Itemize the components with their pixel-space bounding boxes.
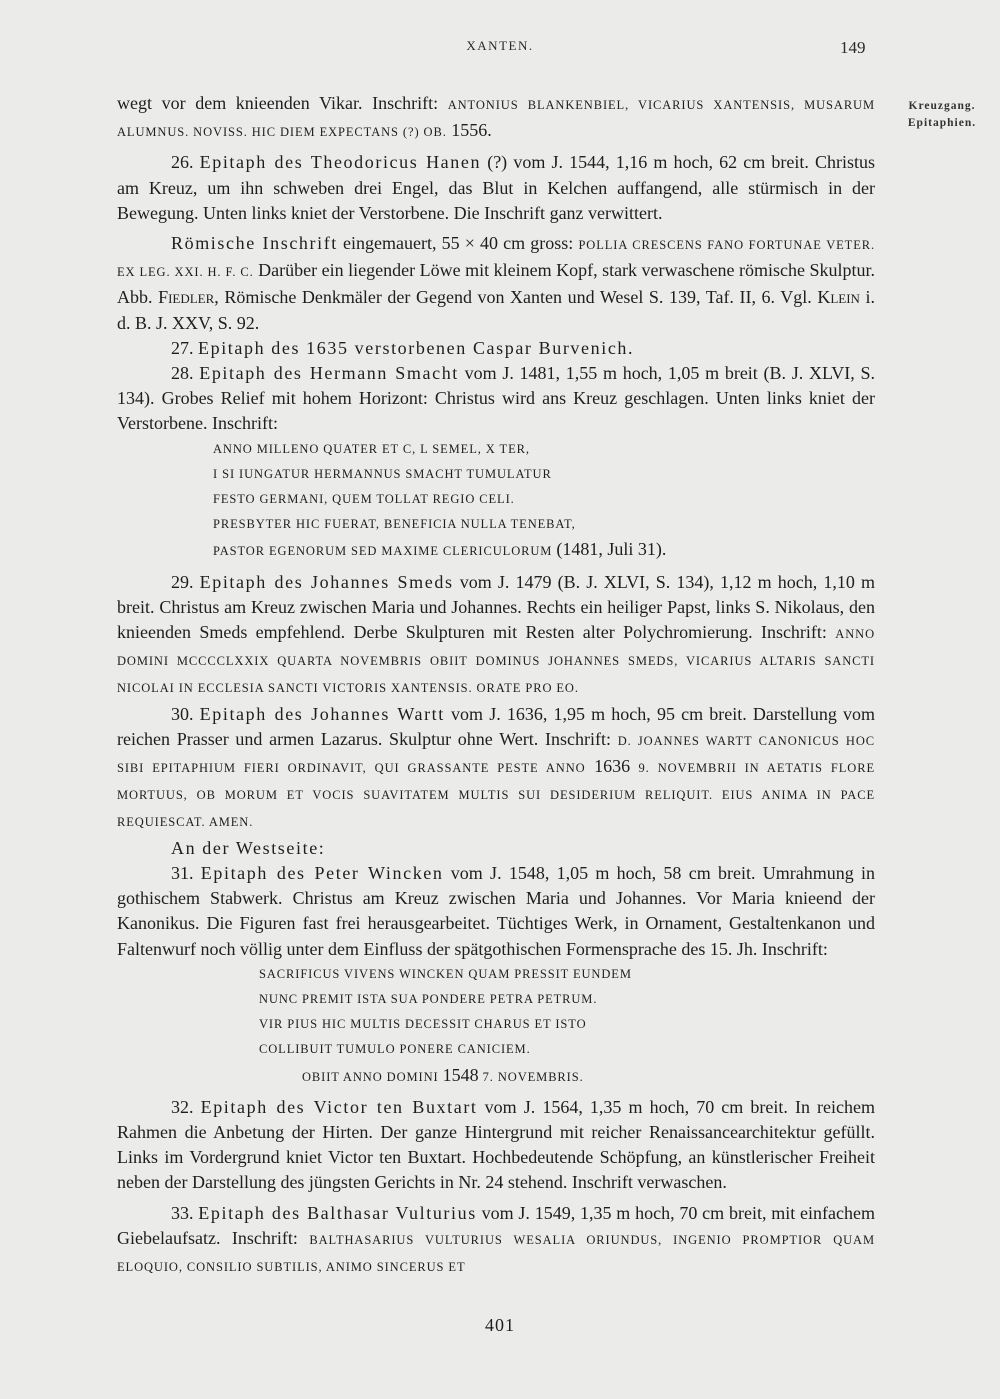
author-fiedler: Fiedler, (158, 287, 219, 308)
verse-line: FESTO GERMANI, QUEM TOLLAT REGIO CELI. (213, 492, 515, 507)
verse-line: SACRIFICUS VIVENS WINCKEN QUAM PRESSIT EUNDEM (259, 966, 632, 981)
entry-32: 32. Epitaph des Victor ten Buxtart vom J. 1564, 1,35 m hoch, 70 cm breit. In reichem Rahmen die Anbetung der Hirten. Der ganze Hintergrund mit reicher Renaissancearchitektur gefüllt. Links im Vordergrund kniet Victor ten Buxtart. Hochbedeutende Schöpfung, an künstlerischer Freiheit neben der Darstellung des jüngsten Gerichts in Nr. 24 stehend. Inschrift verwaschen. (117, 1096, 876, 1193)
entry-title: Epitaph des Hermann Smacht (199, 363, 459, 384)
entry-30: 30. Epitaph des Johannes Wartt vom J. 1636, 1,95 m hoch, 95 cm breit. Darstellung vom reichen Prasser und armen Lazarus. Skulptur ohne Wert. Inschrift: D. JOANNES WARTT CANONICUS HOC SIBI EPITAPHIUM FIERI ORDINAVIT, QUI GRASSANTE PESTE ANNO 1636 9. NOVEMBRII IN AETATIS FLORE MORTUUS, OB MORUM ET VOCIS SUAVITATEM MULTIS SUI DESIDERIUM RELIQUIT. EIUS ANIMA IN PACE REQUIESCAT. AMEN. (117, 703, 876, 830)
inscription-text: BALTHASARIUS VULTURIUS WESALIA ORIUNDUS, INGENIO PROMPTIOR QUAM ELOQUIO, CONSILIO SUBTILIS, ANIMO SINCERUS ET (117, 1232, 875, 1274)
inscription-text: POLLIA CRESCENS FANO FORTUNAE VETER. EX LEG. XXI. H. F. C. (117, 238, 876, 280)
entry-26: 26. Epitaph des Theodoricus Hanen (?) vom J. 1544, 1,16 m hoch, 62 cm breit. Christus am Kreuz, um ihn schweben drei Engel, das Blut in Kelchen auffangend, alle stürmisch in der Bewegung. Unten links kniet der Verstorbene. Die Inschrift ganz verwittert. (117, 152, 876, 223)
running-header-title: XANTEN. (466, 38, 534, 53)
verse-line: COLLIBUIT TUMULO PONERE CANICIEM. (259, 1042, 531, 1057)
entry-title: Römische Inschrift (171, 233, 338, 254)
entry-31: 31. Epitaph des Peter Wincken vom J. 1548, 1,05 m hoch, 58 cm breit. Umrahmung in gothischem Stabwerk. Christus am Kreuz zwischen Maria und Johannes. Vor Maria knieend der Kanonikus. Die Figuren fast frei herausgearbeitet. Tüchtiges Werk, in Ornament, Gestaltenkanon und Faltenwurf noch völlig unter dem Einfluss der spätgothischen Formensprache des 15. Jh. Inschrift: (117, 862, 875, 959)
margin-note-epitaphien: Epitaphien. (907, 117, 977, 129)
body-text (117, 91, 875, 1280)
entry-33: 33. Epitaph des Balthasar Vulturius vom J. 1549, 1,35 m hoch, 70 cm breit, mit einfachem Giebelaufsatz. Inschrift: BALTHASARIUS VULTURIUS WESALIA ORIUNDUS, INGENIO PROMPTIOR QUAM ELOQUIO, CONSILIO SUBTILIS, ANIMO SINCERUS ET (117, 1202, 875, 1274)
entry-roman-inscription: Römische Inschrift eingemauert, 55 × 40 cm gross: POLLIA CRESCENS FANO FORTUNAE VETER. EX LEG. XXI. H. F. C. Darüber ein liegender Löwe mit kleinem Kopf, stark verwaschene römische Skulptur. Abb. Fiedler, Römische Denkmäler der Gegend von Xanten und Wesel S. 139, Taf. II, 6. Vgl. Klein i. d. B. J. XXV, S. 92. (117, 233, 876, 333)
page-number: 149 (840, 38, 866, 57)
entry-title: Epitaph des Victor ten Buxtart (200, 1096, 478, 1117)
verse-line: I SI IUNGATUR HERMANNUS SMACHT TUMULATUR (213, 466, 552, 481)
verse-line: OBIIT ANNO DOMINI 1548 7. NOVEMBRIS. (302, 1064, 584, 1085)
sheet-signature: 401 (485, 1315, 515, 1335)
entry-title: Epitaph des Theodoricus Hanen (199, 152, 482, 173)
inscription-text: ANTONIUS BLANKENBIEL, VICARIUS XANTENSIS, MUSARUM ALUMNUS. NOVISS. HIC DIEM EXPECTANS (?) OB. (117, 98, 876, 140)
author-klein: Klein (817, 287, 860, 308)
margin-note-kreuzgang: Kreuzgang. (908, 100, 976, 112)
entry-title: Epitaph des Peter Wincken (200, 862, 444, 883)
entry-29: 29. Epitaph des Johannes Smeds vom J. 1479 (B. J. XLVI, S. 134), 1,12 m hoch, 1,10 m breit. Christus am Kreuz zwischen Maria und Johannes. Rechts ein heiliger Papst, links S. Nikolaus, den knieenden Smeds empfehlend. Derbe Skulpturen mit Resten alter Polychromierung. Inschrift: ANNO DOMINI MCCCCLXXIX QUARTA NOVEMBRIS OBIIT DOMINUS JOHANNES SMEDS, VICARIUS ALTARIS SANCTI NICOLAI IN ECCLESIA SANCTI VICTORIS XANTENSIS. ORATE PRO EO. (117, 571, 876, 696)
section-west-side: An der Westseite: (171, 837, 326, 858)
margin-note (884, 98, 1000, 132)
inscription-text: 9. NOVEMBRII IN AETATIS FLORE MORTUUS, OB MORUM ET VOCIS SUAVITATEM MULTIS SUI DESIDERIUM RELIQUIT. EIUS ANIMA IN PACE REQUIESCAT. AMEN. (117, 761, 875, 830)
verse-line: PRESBYTER HIC FUERAT, BENEFICIA NULLA TENEBAT, (213, 517, 576, 532)
verse-line: ANNO MILLENO QUATER ET C, L SEMEL, X TER, (213, 441, 530, 456)
inscription-text: D. JOANNES WARTT CANONICUS HOC SIBI EPITAPHIUM FIERI ORDINAVIT, QUI GRASSANTE PESTE ANNO (117, 733, 875, 776)
verse-date: (1481, Juli 31). (556, 539, 667, 560)
verse-line: PASTOR EGENORUM SED MAXIME CLERICULORUM (1481, Juli 31). (213, 539, 667, 560)
entry-27: 27. Epitaph des 1635 verstorbenen Caspar Burvenich. (171, 337, 635, 358)
verse-line: NUNC PREMIT ISTA SUA PONDERE PETRA PETRUM. (259, 991, 598, 1006)
entry-title: Epitaph des Balthasar Vulturius (198, 1202, 477, 1223)
entry-28: 28. Epitaph des Hermann Smacht vom J. 1481, 1,55 m hoch, 1,05 m breit (B. J. XLVI, S. 134). Grobes Relief mit hohem Horizont: Christus wird ans Kreuz geschlagen. Unten links kniet der Verstorbene. Inschrift: (117, 363, 876, 434)
entry-title: Epitaph des Johannes Smeds (199, 571, 454, 592)
verse-line: VIR PIUS HIC MULTIS DECESSIT CHARUS ET ISTO (259, 1017, 587, 1032)
entry-title: Epitaph des Johannes Wartt (199, 703, 445, 724)
entry-title: Epitaph des 1635 verstorbenen Caspar Burvenich. (198, 337, 635, 358)
inscription-text: ANNO DOMINI MCCCCLXXIX QUARTA NOVEMBRIS OBIIT DOMINUS JOHANNES SMEDS, VICARIUS ALTARIS SANCTI NICOLAI IN ECCLESIA SANCTI VICTORIS XANTENSIS. ORATE PRO EO. (117, 627, 875, 696)
paragraph-intro: wegt vor dem knieenden Vikar. Inschrift: ANTONIUS BLANKENBIEL, VICARIUS XANTENSIS, MUSARUM ALUMNUS. NOVISS. HIC DIEM EXPECTANS (?) OB. 1556. (117, 93, 876, 141)
